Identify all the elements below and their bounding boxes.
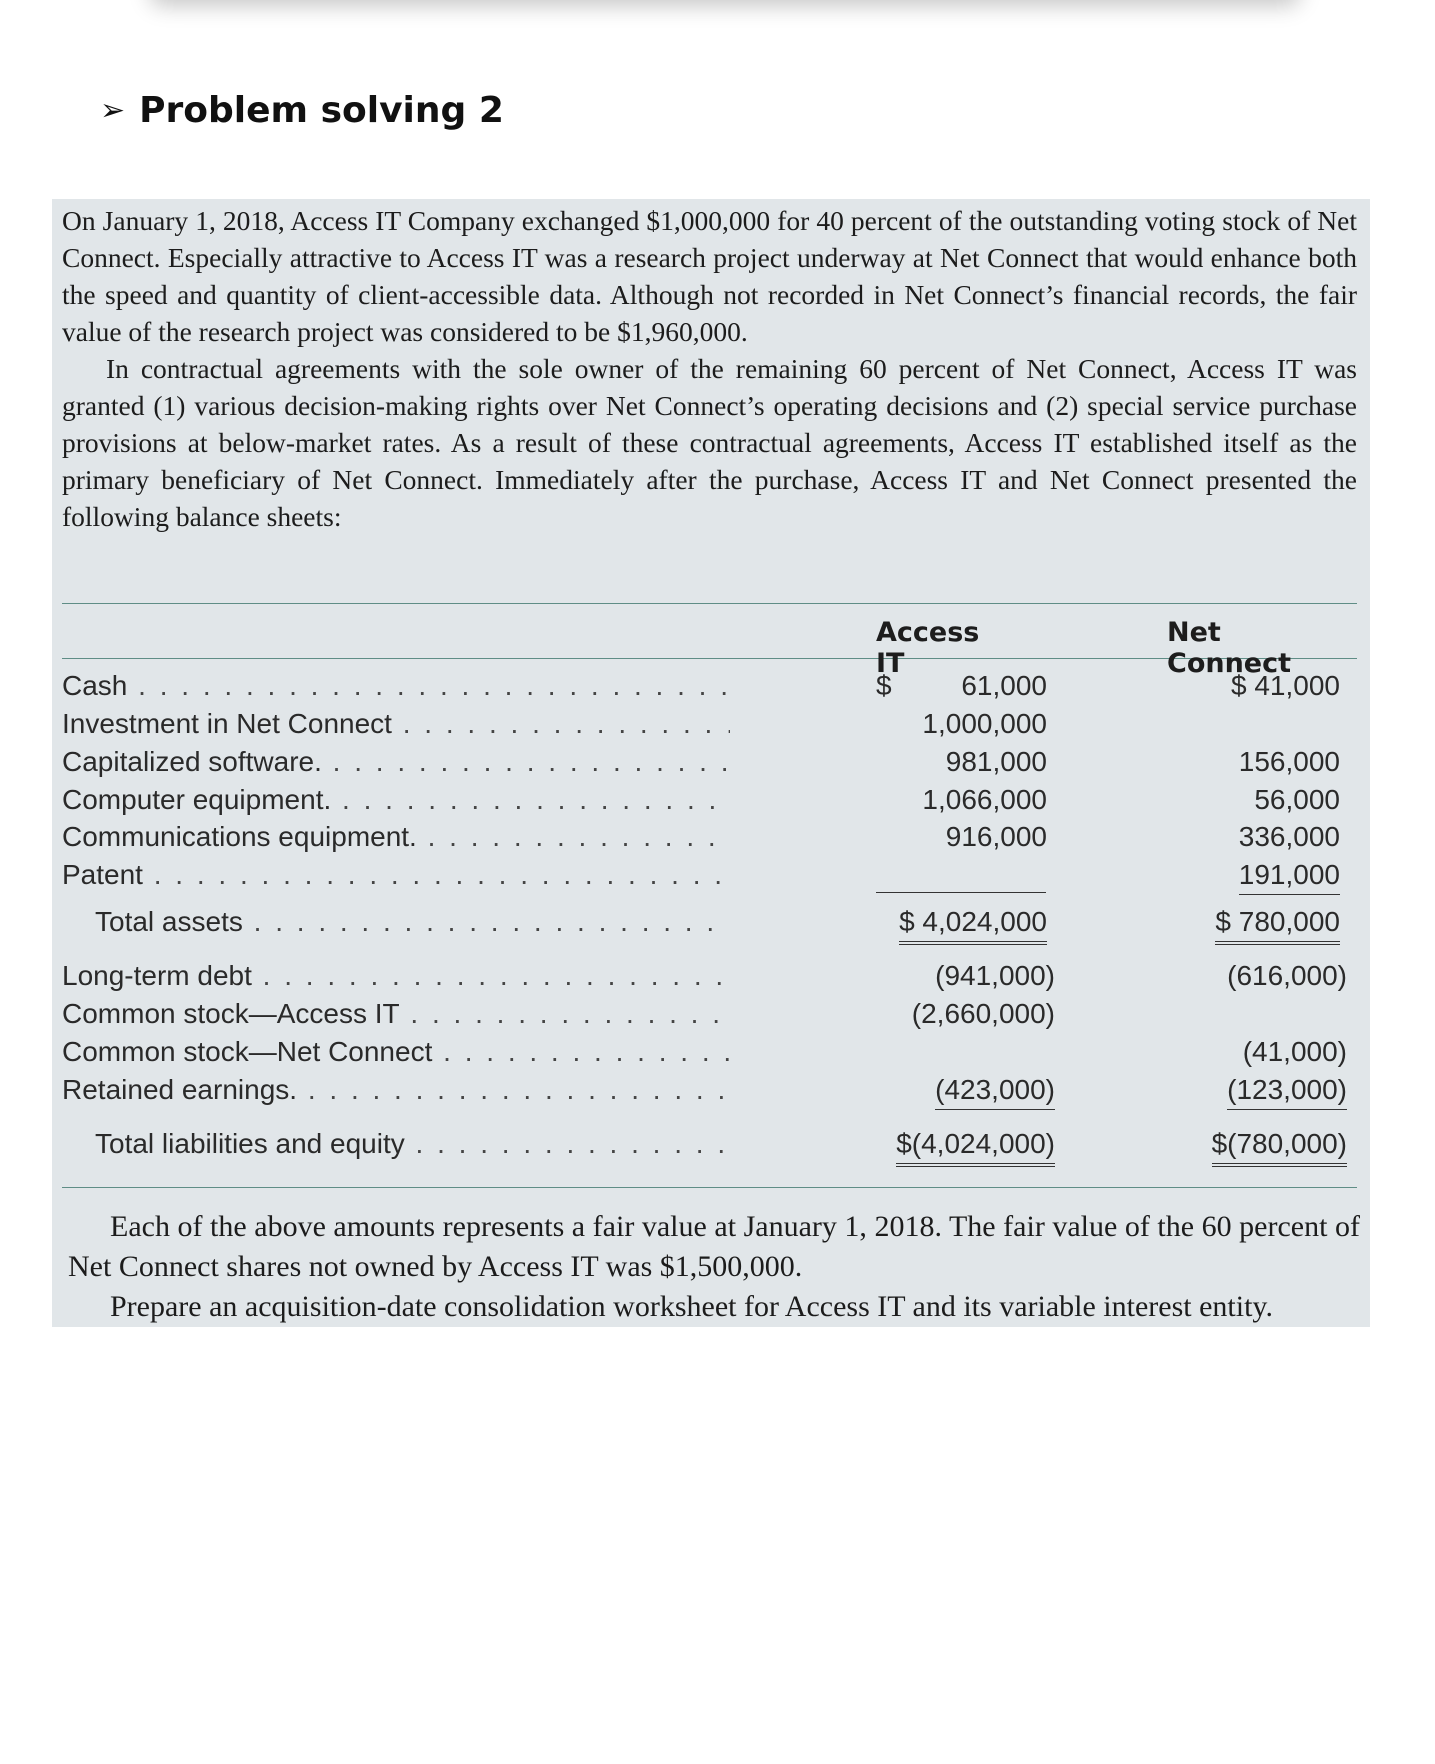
table-row-investment	[0, 705, 1435, 743]
row-label: Communications equipment. . . .	[62, 818, 730, 856]
value-net-connect: (41,000)	[1242, 1036, 1347, 1067]
column-header-net-connect: Net Connect	[1167, 617, 1292, 679]
table-header-rule	[62, 658, 1357, 659]
value-net-connect: 191,000	[1239, 856, 1340, 895]
table-row-communications	[0, 818, 1435, 856]
value-net-connect: $ 41,000	[1231, 670, 1340, 701]
row-label: Total assets . . .	[95, 903, 730, 941]
row-label: Cash . . .	[62, 667, 730, 705]
outro-paragraph-1: Each of the above amounts represents a fair value at January 1, 2018. The fair value of the 60 percent of Net Connect shares not owned by Access IT was $1,500,000.	[68, 1210, 1360, 1283]
table-row-long-term-debt	[0, 957, 1435, 995]
outro-paragraph-2: Prepare an acquisition-date consolidation worksheet for Access IT and its variable interest entity.	[110, 1290, 1273, 1323]
table-row-software	[0, 743, 1435, 781]
intro-paragraph-1: On January 1, 2018, Access IT Company exchanged $1,000,000 for 40 percent of the outstanding voting stock of Net Connect. Especially attractive to Access IT was a research project underway at Net Connect that would enhance both the speed and quantity of client-accessible data. Although not recorded in Net Connect’s financial records, the fair value of the research project was considered to be $1,960,000.	[62, 205, 1357, 347]
table-row-cash	[0, 667, 1435, 705]
heading-title: Problem solving 2	[139, 90, 504, 131]
subtotal-rule	[876, 892, 1046, 893]
value-net-connect: (616,000)	[1227, 960, 1347, 991]
value-access-it: $ 4,024,000	[899, 903, 1047, 945]
problem-outro	[68, 1207, 1360, 1327]
table-row-retained-earnings	[0, 1071, 1435, 1109]
value-access-it: 916,000	[945, 821, 1047, 852]
value-access-it: (423,000)	[935, 1071, 1055, 1110]
table-row-common-stock-net	[0, 1033, 1435, 1071]
value-access-it: 981,000	[945, 746, 1047, 777]
row-label: Investment in Net Connect . . .	[62, 705, 730, 743]
table-row-common-stock-access	[0, 995, 1435, 1033]
table-top-rule	[62, 603, 1357, 604]
row-label: Retained earnings. . . .	[62, 1071, 730, 1109]
row-label: Long-term debt . . .	[62, 957, 730, 995]
value-net-connect: $(780,000)	[1212, 1125, 1347, 1167]
value-access-it: (941,000)	[935, 960, 1055, 991]
value-access-it: $(4,024,000)	[896, 1125, 1055, 1167]
column-header-access-it: Access IT	[876, 617, 980, 679]
dollar-sign: $	[876, 670, 892, 701]
row-label: Computer equipment. . . .	[62, 781, 730, 819]
value-access-it: 1,000,000	[922, 708, 1047, 739]
table-row-total-assets	[0, 903, 1435, 941]
row-label: Common stock—Access IT . . .	[62, 995, 730, 1033]
arrow-bullet-icon: ➢	[100, 93, 126, 128]
problem-intro	[62, 202, 1357, 535]
value-net-connect: 336,000	[1238, 821, 1340, 852]
value-access-it: 1,066,000	[922, 784, 1047, 815]
value-net-connect: $ 780,000	[1215, 903, 1340, 945]
value-net-connect: (123,000)	[1227, 1071, 1347, 1110]
row-label: Capitalized software. . . .	[62, 743, 730, 781]
row-label: Total liabilities and equity . . .	[95, 1125, 730, 1163]
row-label: Patent . . .	[62, 856, 730, 894]
row-label: Common stock—Net Connect . . .	[62, 1033, 730, 1071]
intro-paragraph-2: In contractual agreements with the sole owner of the remaining 60 percent of Net Connect, Access IT was granted (1) various decision-making rights over Net Connect’s operating decisions and (2) special service purchase provisions at below-market rates. As a result of these contractual agreements, Access IT established itself as the primary beneficiary of Net Connect. Immediately after the purchase, Access IT and Net Connect presented the following balance sheets:	[62, 353, 1357, 532]
table-row-patent	[0, 856, 1435, 894]
table-row-computer	[0, 781, 1435, 819]
table-row-total-liabilities-equity	[0, 1125, 1435, 1163]
value-access-it: (2,660,000)	[911, 998, 1055, 1029]
page-heading	[100, 90, 504, 131]
value-access-it: 61,000	[961, 670, 1047, 701]
value-net-connect: 56,000	[1254, 784, 1340, 815]
table-bottom-rule	[62, 1187, 1357, 1188]
value-net-connect: 156,000	[1238, 746, 1340, 777]
